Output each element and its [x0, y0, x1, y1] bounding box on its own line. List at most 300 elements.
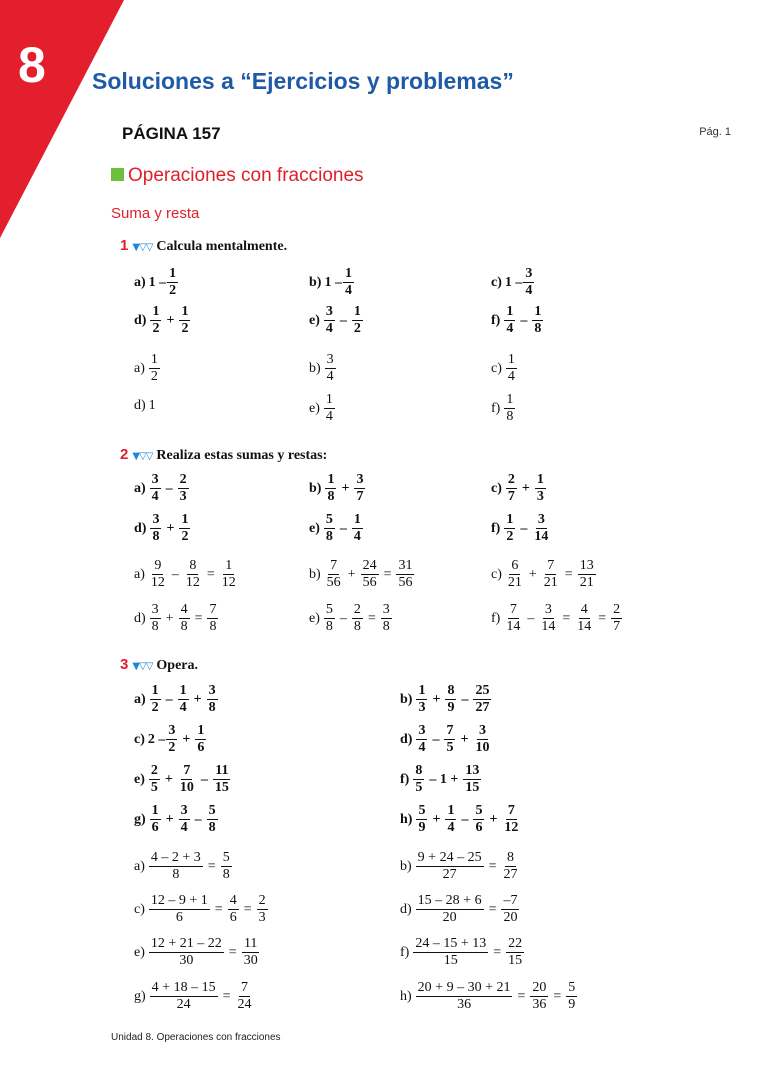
- exercise-2-heading: [120, 446, 327, 464]
- item-label: d): [134, 312, 147, 328]
- operator: –: [165, 691, 173, 707]
- page-title: Soluciones a “Ejercicios y problemas”: [92, 68, 514, 94]
- denominator: 21: [507, 575, 522, 591]
- numerator: 7: [181, 763, 192, 780]
- denominator: 3: [536, 489, 544, 505]
- numerator: 8: [187, 558, 198, 575]
- numerator: 9: [152, 558, 163, 575]
- numerator: 1: [324, 392, 335, 409]
- denominator: 8: [382, 619, 390, 635]
- item-label: e): [134, 771, 145, 787]
- expression-text: 1 –: [324, 274, 342, 290]
- fraction: [325, 472, 336, 505]
- item-label: e): [309, 312, 320, 328]
- fraction: [444, 723, 455, 756]
- numerator: 3: [543, 602, 554, 619]
- denominator: 4: [447, 820, 455, 836]
- ex2-problem-a: [134, 472, 190, 505]
- expression-text: 2 –: [147, 731, 166, 747]
- item-label: d): [134, 520, 147, 536]
- ex3-solution-a: [134, 850, 233, 883]
- numerator: 7: [328, 558, 339, 575]
- numerator: 4: [579, 602, 590, 619]
- item-label: e): [134, 944, 145, 960]
- numerator: 8: [505, 850, 516, 867]
- denominator: 8: [506, 409, 514, 425]
- numerator: 15 – 28 + 6: [416, 893, 484, 910]
- fraction: [413, 936, 488, 969]
- denominator: 30: [179, 953, 194, 969]
- operator: +: [347, 566, 356, 582]
- numerator: 5: [324, 602, 335, 619]
- numerator: 1: [504, 512, 515, 529]
- denominator: 14: [506, 619, 521, 635]
- fraction: [150, 980, 218, 1013]
- operator: –: [432, 731, 440, 747]
- numerator: 7: [239, 980, 250, 997]
- ex1-solution-e: [309, 392, 336, 425]
- operator: +: [193, 691, 202, 707]
- denominator: 8: [151, 619, 159, 635]
- green-square-icon: [111, 168, 124, 181]
- ex2-problem-b: [309, 472, 366, 505]
- ex3-problem-h: [400, 803, 521, 836]
- fraction: [150, 304, 161, 337]
- fraction: [416, 723, 427, 756]
- fraction: [324, 602, 335, 635]
- denominator: 8: [208, 820, 216, 836]
- fraction: [575, 602, 593, 635]
- section-title: [111, 165, 364, 187]
- fraction: [325, 558, 343, 591]
- numerator: 3: [150, 472, 161, 489]
- denominator: 8: [325, 529, 333, 545]
- operator: +: [165, 811, 174, 827]
- denominator: 27: [503, 867, 518, 883]
- item-label: h): [400, 988, 412, 1004]
- numerator: 1: [178, 683, 189, 700]
- fraction: [149, 352, 160, 385]
- denominator: 14: [577, 619, 592, 635]
- item-label: c): [491, 480, 502, 496]
- numerator: 9 + 24 – 25: [416, 850, 484, 867]
- ex1-solution-b: [309, 352, 337, 385]
- denominator: 6: [151, 820, 159, 836]
- ex3-problem-g: [134, 803, 219, 836]
- operator: =: [488, 858, 497, 874]
- numerator: 4: [228, 893, 239, 910]
- fraction: [150, 602, 161, 635]
- operator: –: [339, 312, 347, 328]
- ex3-problem-a: [134, 683, 219, 716]
- numerator: 5: [207, 803, 218, 820]
- operator: =: [207, 858, 216, 874]
- fraction: [166, 723, 177, 756]
- denominator: 56: [398, 575, 413, 591]
- fraction: [523, 266, 534, 299]
- numerator: 2: [506, 472, 517, 489]
- fraction: [343, 266, 354, 299]
- fraction: [150, 472, 161, 505]
- numerator: 31: [396, 558, 414, 575]
- denominator: 56: [326, 575, 341, 591]
- fraction: [179, 512, 190, 545]
- denominator: 4: [525, 283, 533, 299]
- denominator: 36: [457, 997, 472, 1013]
- fraction: [361, 558, 379, 591]
- operator: +: [432, 691, 441, 707]
- item-label: a): [134, 480, 146, 496]
- fraction: [324, 512, 335, 545]
- numerator: 6: [509, 558, 520, 575]
- fraction: [221, 850, 232, 883]
- numerator: 11: [213, 763, 230, 780]
- operator: –: [520, 312, 528, 328]
- denominator: 9: [447, 700, 455, 716]
- numerator: 5: [416, 803, 427, 820]
- numerator: 3: [523, 266, 534, 283]
- denominator: 30: [243, 953, 258, 969]
- fraction: [207, 602, 218, 635]
- ex3-solution-b: [400, 850, 520, 883]
- fraction: [506, 558, 524, 591]
- item-label: h): [400, 811, 413, 827]
- item-label: d): [400, 731, 413, 747]
- denominator: 8: [327, 489, 335, 505]
- fraction: [566, 980, 577, 1013]
- numerator: 1: [179, 304, 190, 321]
- fraction: [150, 683, 161, 716]
- numerator: 3: [179, 803, 190, 820]
- denominator: 4: [507, 369, 515, 385]
- numerator: 1: [504, 304, 515, 321]
- denominator: 4: [506, 321, 514, 337]
- difficulty-triangles-icon: ▼▽▽: [132, 451, 153, 462]
- fraction: [381, 602, 392, 635]
- operator: –: [165, 480, 173, 496]
- denominator: 8: [208, 700, 216, 716]
- ex1-problem-e: [309, 304, 364, 337]
- operator: +: [165, 610, 174, 626]
- operator: =: [243, 901, 252, 917]
- fraction: [506, 936, 524, 969]
- fraction: [150, 512, 161, 545]
- numerator: 3: [150, 602, 161, 619]
- denominator: 2: [181, 321, 189, 337]
- item-label: b): [400, 691, 413, 707]
- denominator: 15: [214, 780, 229, 796]
- fraction: [532, 512, 550, 545]
- denominator: 15: [465, 780, 480, 796]
- item-label: c): [134, 731, 145, 747]
- item-label: c): [491, 566, 502, 582]
- fraction: [416, 893, 484, 926]
- ex3-solution-f: [400, 936, 525, 969]
- numerator: 7: [545, 558, 556, 575]
- denominator: 12: [504, 820, 519, 836]
- fraction: [150, 803, 161, 836]
- operator: =: [222, 988, 231, 1004]
- denominator: 6: [175, 910, 183, 926]
- fraction: [532, 304, 543, 337]
- fraction: [149, 893, 210, 926]
- numerator: 3: [416, 723, 427, 740]
- subsection-title: Suma y resta: [111, 205, 200, 222]
- fraction: [501, 850, 519, 883]
- exercise-statement: Realiza estas sumas y restas:: [156, 448, 328, 463]
- ex1-problem-b: [309, 266, 355, 299]
- numerator: 3: [381, 602, 392, 619]
- ex2-solution-c: [491, 558, 597, 591]
- ex2-solution-f: [491, 602, 623, 635]
- footer-text: Unidad 8. Operaciones con fracciones: [111, 1032, 281, 1043]
- numerator: 1: [504, 392, 515, 409]
- fraction: [352, 512, 363, 545]
- denominator: 8: [172, 867, 180, 883]
- item-label: a): [134, 691, 146, 707]
- fraction: [149, 763, 160, 796]
- ex2-problem-c: [491, 472, 547, 505]
- numerator: 1: [343, 266, 354, 283]
- numerator: 11: [242, 936, 259, 953]
- denominator: 20: [503, 910, 518, 926]
- item-label: f): [491, 610, 501, 626]
- denominator: 10: [179, 780, 194, 796]
- operator: =: [553, 988, 562, 1004]
- denominator: 8: [152, 529, 160, 545]
- fraction: [178, 683, 189, 716]
- fraction: [473, 683, 491, 716]
- numerator: 3: [324, 304, 335, 321]
- fraction: [207, 803, 218, 836]
- ex3-solution-e: [134, 936, 261, 969]
- fraction: [445, 683, 456, 716]
- numerator: 1: [150, 683, 161, 700]
- fraction: [354, 472, 365, 505]
- operator: +: [432, 811, 441, 827]
- denominator: 4: [326, 369, 334, 385]
- operator: =: [598, 610, 607, 626]
- denominator: 21: [543, 575, 558, 591]
- denominator: 2: [353, 321, 361, 337]
- page-number: Pág. 1: [699, 126, 731, 138]
- numerator: 25: [473, 683, 491, 700]
- operator: =: [488, 901, 497, 917]
- denominator: 10: [475, 740, 490, 756]
- item-label: a): [134, 566, 145, 582]
- item-label: c): [491, 360, 502, 376]
- item-label: d): [134, 398, 146, 413]
- fraction: [530, 980, 548, 1013]
- denominator: 27: [442, 867, 457, 883]
- denominator: 8: [534, 321, 542, 337]
- item-label: c): [134, 901, 145, 917]
- ex3-solution-d: [400, 893, 520, 926]
- operator: –: [339, 610, 347, 626]
- numerator: 13: [463, 763, 481, 780]
- expression-text: 1 –: [504, 274, 523, 290]
- ex2-solution-a: [134, 558, 239, 591]
- exercise-number: 1: [120, 237, 129, 254]
- fraction: [235, 980, 253, 1013]
- numerator: 7: [506, 803, 517, 820]
- numerator: 1: [506, 352, 517, 369]
- ex1-problem-c: [491, 266, 535, 299]
- ex2-problem-d: [134, 512, 191, 545]
- fraction: [542, 558, 560, 591]
- fraction: [179, 304, 190, 337]
- ex3-problem-f: [400, 763, 482, 796]
- fraction: [504, 512, 515, 545]
- exercise-statement: Calcula mentalmente.: [156, 239, 288, 254]
- numerator: 1: [445, 803, 456, 820]
- operator: +: [166, 312, 175, 328]
- item-label: g): [134, 811, 146, 827]
- section-title-text: Operaciones con fracciones: [128, 165, 364, 186]
- difficulty-triangles-icon: ▼▽▽: [132, 242, 153, 253]
- numerator: –7: [501, 893, 519, 910]
- numerator: 1: [195, 723, 206, 740]
- numerator: 3: [354, 472, 365, 489]
- item-label: a): [134, 360, 145, 376]
- item-label: f): [400, 944, 410, 960]
- denominator: 14: [541, 619, 556, 635]
- numerator: 7: [207, 602, 218, 619]
- item-label: b): [309, 566, 321, 582]
- numerator: 5: [324, 512, 335, 529]
- item-label: a): [134, 858, 145, 874]
- denominator: 21: [579, 575, 594, 591]
- denominator: 3: [179, 489, 187, 505]
- expression-text: 1: [148, 398, 156, 413]
- item-label: f): [400, 771, 410, 787]
- numerator: 7: [444, 723, 455, 740]
- operator: =: [367, 610, 376, 626]
- denominator: 4: [353, 529, 361, 545]
- ex2-solution-d: [134, 602, 219, 635]
- denominator: 8: [222, 867, 230, 883]
- denominator: 4: [179, 700, 187, 716]
- ex3-problem-c: [134, 723, 207, 756]
- item-label: c): [491, 274, 502, 290]
- operator: =: [493, 944, 502, 960]
- numerator: 1: [149, 352, 160, 369]
- item-label: a): [134, 274, 146, 290]
- denominator: 2: [506, 529, 514, 545]
- numerator: 4 + 18 – 15: [150, 980, 218, 997]
- numerator: 1: [532, 304, 543, 321]
- denominator: 15: [443, 953, 458, 969]
- fraction: [506, 352, 517, 385]
- denominator: 14: [534, 529, 549, 545]
- fraction: [473, 723, 491, 756]
- fraction: [578, 558, 596, 591]
- denominator: 7: [507, 489, 515, 505]
- denominator: 6: [197, 740, 205, 756]
- ex1-solution-a: [134, 352, 161, 385]
- numerator: 4 – 2 + 3: [149, 850, 203, 867]
- numerator: 1: [416, 683, 427, 700]
- operator: =: [517, 988, 526, 1004]
- operator: =: [383, 566, 392, 582]
- fraction: [611, 602, 622, 635]
- denominator: 15: [508, 953, 523, 969]
- numerator: 12 + 21 – 22: [149, 936, 224, 953]
- operator: –: [171, 566, 179, 582]
- numerator: 2: [611, 602, 622, 619]
- fraction: [184, 558, 202, 591]
- fraction: [213, 763, 231, 796]
- numerator: 3: [477, 723, 488, 740]
- item-label: f): [491, 520, 501, 536]
- denominator: 9: [568, 997, 576, 1013]
- exercise-1-heading: [120, 237, 287, 255]
- numerator: 12 – 9 + 1: [149, 893, 210, 910]
- fraction: [195, 723, 206, 756]
- operator: =: [214, 901, 223, 917]
- operator: –: [461, 811, 469, 827]
- numerator: 1: [223, 558, 234, 575]
- operator: =: [206, 566, 215, 582]
- fraction: [413, 763, 424, 796]
- denominator: 3: [418, 700, 426, 716]
- fraction: [167, 266, 178, 299]
- ex1-solution-f: [491, 392, 516, 425]
- fraction: [396, 558, 414, 591]
- item-label: d): [134, 610, 146, 626]
- fraction: [242, 936, 260, 969]
- ex3-solution-g: [134, 980, 254, 1013]
- numerator: 5: [566, 980, 577, 997]
- numerator: 3: [207, 683, 218, 700]
- fraction: [228, 893, 239, 926]
- denominator: 4: [344, 283, 352, 299]
- operator: +: [164, 771, 173, 787]
- numerator: 4: [179, 602, 190, 619]
- fraction: [149, 850, 203, 883]
- denominator: 12: [185, 575, 200, 591]
- fraction: [506, 472, 517, 505]
- operator: –: [200, 771, 208, 787]
- denominator: 8: [180, 619, 188, 635]
- operator: +: [528, 566, 537, 582]
- operator: +: [521, 480, 530, 496]
- ex1-problem-a: [134, 266, 179, 299]
- denominator: 20: [442, 910, 457, 926]
- page-label: PÁGINA 157: [122, 124, 221, 143]
- operator: –: [527, 610, 535, 626]
- ex2-solution-e: [309, 602, 393, 635]
- item-label: b): [309, 274, 322, 290]
- numerator: 1: [325, 472, 336, 489]
- denominator: 2: [181, 529, 189, 545]
- item-label: e): [309, 520, 320, 536]
- exercise-number: 2: [120, 446, 129, 463]
- expression-text: 1 –: [148, 274, 167, 290]
- item-label: d): [400, 901, 412, 917]
- numerator: 1: [352, 512, 363, 529]
- denominator: 2: [151, 700, 159, 716]
- ex3-problem-e: [134, 763, 232, 796]
- denominator: 7: [613, 619, 621, 635]
- fraction: [325, 352, 336, 385]
- operator: –: [520, 520, 528, 536]
- numerator: 8: [445, 683, 456, 700]
- item-label: b): [309, 360, 321, 376]
- exercise-statement: Opera.: [156, 658, 199, 673]
- denominator: 5: [446, 740, 454, 756]
- denominator: 4: [180, 820, 188, 836]
